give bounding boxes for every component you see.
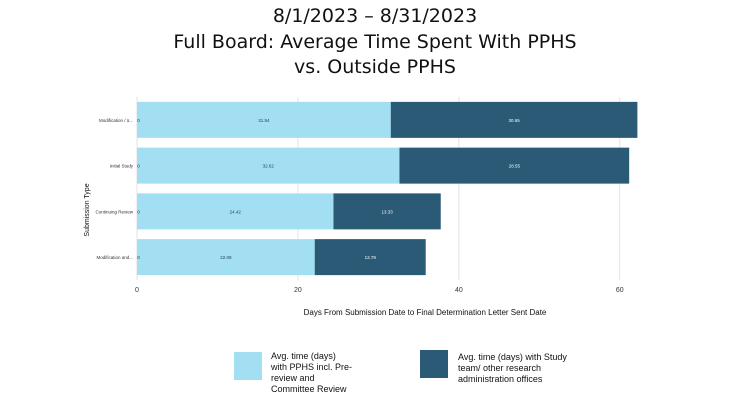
x-tick-label: 20 bbox=[294, 287, 302, 294]
bar-value-label: 32.62 bbox=[262, 163, 274, 169]
bar-zero-label: 0 bbox=[137, 255, 140, 261]
y-category-label: Continuing Review bbox=[95, 209, 133, 215]
y-category-label: Modification / ü... bbox=[98, 117, 133, 123]
legend-label-study-team: Avg. time (days) with Study team/ other research administration offices bbox=[458, 352, 567, 384]
bar-value-label: 28.55 bbox=[508, 163, 520, 169]
legend-label-pphs: Avg. time (days) with PPHS incl. Pre- review and Committee Review bbox=[271, 351, 353, 394]
y-category-label: Initial Study bbox=[109, 163, 133, 169]
chart-subtitle: vs. Outside PPHS bbox=[294, 56, 456, 78]
bar-value-label: 22.09 bbox=[220, 255, 232, 261]
y-category-label: Modification and... bbox=[96, 255, 133, 261]
chart-title: Full Board: Average Time Spent With PPHS bbox=[173, 31, 577, 53]
x-tick-label: 40 bbox=[454, 287, 463, 294]
bar-value-label: 24.42 bbox=[229, 209, 241, 215]
bar-zero-label: 0 bbox=[137, 209, 140, 215]
bar-zero-label: 0 bbox=[137, 117, 140, 123]
bar-value-label: 31.54 bbox=[258, 117, 270, 123]
legend-swatch-study-team bbox=[420, 350, 448, 378]
bar-zero-label: 0 bbox=[137, 163, 140, 169]
legend-swatch-pphs bbox=[234, 352, 262, 380]
bar-value-label: 13.33 bbox=[381, 209, 393, 215]
x-tick-label: 60 bbox=[615, 287, 624, 294]
bar-value-label: 13.79 bbox=[364, 255, 376, 261]
x-tick-label: 0 bbox=[135, 287, 139, 294]
y-axis-title: Submission Type bbox=[84, 183, 91, 237]
bar-value-label: 30.65 bbox=[508, 117, 520, 123]
x-axis-title: Days From Submission Date to Final Determination Letter Sent Date bbox=[303, 308, 547, 317]
chart-date-range: 8/1/2023 – 8/31/2023 bbox=[272, 5, 478, 27]
